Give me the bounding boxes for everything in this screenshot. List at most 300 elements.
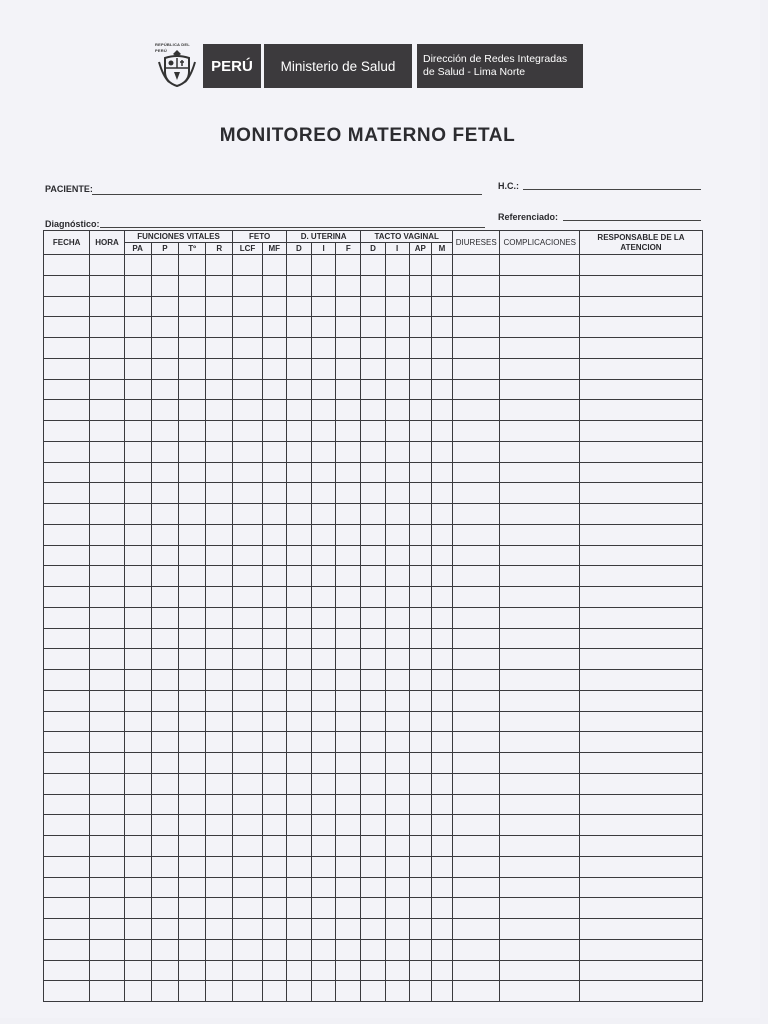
table-cell[interactable] bbox=[431, 483, 452, 504]
table-cell[interactable] bbox=[124, 753, 151, 774]
table-cell[interactable] bbox=[262, 919, 286, 940]
table-cell[interactable] bbox=[44, 255, 90, 276]
table-cell[interactable] bbox=[312, 338, 336, 359]
table-cell[interactable] bbox=[90, 670, 124, 691]
table-cell[interactable] bbox=[90, 379, 124, 400]
table-cell[interactable] bbox=[385, 607, 409, 628]
table-cell[interactable] bbox=[233, 898, 262, 919]
table-cell[interactable] bbox=[90, 483, 124, 504]
table-cell[interactable] bbox=[361, 545, 385, 566]
table-cell[interactable] bbox=[409, 836, 431, 857]
table-cell[interactable] bbox=[385, 545, 409, 566]
table-cell[interactable] bbox=[385, 566, 409, 587]
table-cell[interactable] bbox=[579, 690, 702, 711]
table-cell[interactable] bbox=[312, 649, 336, 670]
table-cell[interactable] bbox=[233, 711, 262, 732]
table-cell[interactable] bbox=[409, 939, 431, 960]
table-cell[interactable] bbox=[500, 504, 580, 525]
table-cell[interactable] bbox=[90, 400, 124, 421]
table-cell[interactable] bbox=[500, 794, 580, 815]
table-cell[interactable] bbox=[124, 358, 151, 379]
table-cell[interactable] bbox=[44, 939, 90, 960]
table-cell[interactable] bbox=[179, 338, 206, 359]
table-cell[interactable] bbox=[579, 732, 702, 753]
table-cell[interactable] bbox=[206, 483, 233, 504]
table-cell[interactable] bbox=[151, 566, 178, 587]
table-cell[interactable] bbox=[409, 773, 431, 794]
table-cell[interactable] bbox=[336, 732, 361, 753]
table-cell[interactable] bbox=[262, 815, 286, 836]
table-cell[interactable] bbox=[500, 773, 580, 794]
table-cell[interactable] bbox=[90, 566, 124, 587]
table-cell[interactable] bbox=[124, 296, 151, 317]
table-cell[interactable] bbox=[124, 421, 151, 442]
table-cell[interactable] bbox=[500, 545, 580, 566]
table-cell[interactable] bbox=[431, 275, 452, 296]
table-cell[interactable] bbox=[233, 877, 262, 898]
table-cell[interactable] bbox=[90, 794, 124, 815]
table-cell[interactable] bbox=[286, 338, 311, 359]
table-cell[interactable] bbox=[579, 649, 702, 670]
table-cell[interactable] bbox=[206, 421, 233, 442]
table-cell[interactable] bbox=[179, 524, 206, 545]
table-cell[interactable] bbox=[431, 877, 452, 898]
table-cell[interactable] bbox=[336, 628, 361, 649]
table-cell[interactable] bbox=[44, 441, 90, 462]
table-cell[interactable] bbox=[286, 753, 311, 774]
table-cell[interactable] bbox=[90, 358, 124, 379]
table-cell[interactable] bbox=[124, 773, 151, 794]
table-cell[interactable] bbox=[262, 836, 286, 857]
table-cell[interactable] bbox=[409, 566, 431, 587]
table-cell[interactable] bbox=[453, 296, 500, 317]
table-cell[interactable] bbox=[233, 441, 262, 462]
table-cell[interactable] bbox=[312, 358, 336, 379]
table-cell[interactable] bbox=[431, 317, 452, 338]
table-cell[interactable] bbox=[500, 296, 580, 317]
table-cell[interactable] bbox=[453, 338, 500, 359]
table-cell[interactable] bbox=[179, 836, 206, 857]
table-cell[interactable] bbox=[151, 836, 178, 857]
table-cell[interactable] bbox=[336, 919, 361, 940]
table-cell[interactable] bbox=[409, 628, 431, 649]
table-cell[interactable] bbox=[233, 753, 262, 774]
table-cell[interactable] bbox=[385, 421, 409, 442]
table-cell[interactable] bbox=[431, 255, 452, 276]
table-cell[interactable] bbox=[453, 566, 500, 587]
table-cell[interactable] bbox=[233, 670, 262, 691]
table-cell[interactable] bbox=[336, 939, 361, 960]
table-cell[interactable] bbox=[179, 441, 206, 462]
table-cell[interactable] bbox=[431, 462, 452, 483]
table-cell[interactable] bbox=[151, 753, 178, 774]
table-cell[interactable] bbox=[409, 421, 431, 442]
table-cell[interactable] bbox=[151, 981, 178, 1002]
table-cell[interactable] bbox=[385, 773, 409, 794]
table-cell[interactable] bbox=[44, 421, 90, 442]
table-cell[interactable] bbox=[90, 649, 124, 670]
table-cell[interactable] bbox=[44, 607, 90, 628]
table-cell[interactable] bbox=[206, 524, 233, 545]
table-cell[interactable] bbox=[262, 628, 286, 649]
table-cell[interactable] bbox=[124, 981, 151, 1002]
table-cell[interactable] bbox=[151, 919, 178, 940]
table-cell[interactable] bbox=[431, 587, 452, 608]
table-cell[interactable] bbox=[409, 690, 431, 711]
table-cell[interactable] bbox=[44, 898, 90, 919]
table-cell[interactable] bbox=[44, 960, 90, 981]
table-cell[interactable] bbox=[336, 670, 361, 691]
table-cell[interactable] bbox=[286, 836, 311, 857]
table-cell[interactable] bbox=[206, 628, 233, 649]
table-cell[interactable] bbox=[579, 670, 702, 691]
table-cell[interactable] bbox=[453, 877, 500, 898]
table-cell[interactable] bbox=[431, 379, 452, 400]
table-cell[interactable] bbox=[179, 939, 206, 960]
table-cell[interactable] bbox=[124, 524, 151, 545]
table-cell[interactable] bbox=[44, 317, 90, 338]
table-cell[interactable] bbox=[233, 255, 262, 276]
table-cell[interactable] bbox=[312, 566, 336, 587]
table-cell[interactable] bbox=[44, 670, 90, 691]
table-cell[interactable] bbox=[579, 545, 702, 566]
table-cell[interactable] bbox=[233, 919, 262, 940]
table-cell[interactable] bbox=[233, 587, 262, 608]
table-cell[interactable] bbox=[385, 877, 409, 898]
table-cell[interactable] bbox=[90, 773, 124, 794]
table-cell[interactable] bbox=[286, 255, 311, 276]
table-cell[interactable] bbox=[336, 483, 361, 504]
table-cell[interactable] bbox=[431, 981, 452, 1002]
table-cell[interactable] bbox=[286, 462, 311, 483]
table-cell[interactable] bbox=[409, 711, 431, 732]
table-cell[interactable] bbox=[124, 338, 151, 359]
table-cell[interactable] bbox=[262, 483, 286, 504]
table-cell[interactable] bbox=[431, 358, 452, 379]
table-cell[interactable] bbox=[431, 919, 452, 940]
table-cell[interactable] bbox=[336, 358, 361, 379]
table-cell[interactable] bbox=[206, 815, 233, 836]
table-cell[interactable] bbox=[262, 732, 286, 753]
table-cell[interactable] bbox=[431, 649, 452, 670]
table-cell[interactable] bbox=[206, 690, 233, 711]
table-cell[interactable] bbox=[385, 483, 409, 504]
table-cell[interactable] bbox=[286, 504, 311, 525]
table-cell[interactable] bbox=[409, 379, 431, 400]
table-cell[interactable] bbox=[312, 275, 336, 296]
table-cell[interactable] bbox=[44, 545, 90, 566]
table-cell[interactable] bbox=[262, 877, 286, 898]
table-cell[interactable] bbox=[90, 462, 124, 483]
table-cell[interactable] bbox=[312, 670, 336, 691]
table-cell[interactable] bbox=[44, 690, 90, 711]
table-cell[interactable] bbox=[90, 338, 124, 359]
table-cell[interactable] bbox=[385, 628, 409, 649]
table-cell[interactable] bbox=[431, 753, 452, 774]
table-cell[interactable] bbox=[385, 317, 409, 338]
table-cell[interactable] bbox=[336, 296, 361, 317]
table-cell[interactable] bbox=[262, 462, 286, 483]
table-cell[interactable] bbox=[151, 794, 178, 815]
table-cell[interactable] bbox=[124, 670, 151, 691]
table-cell[interactable] bbox=[431, 939, 452, 960]
table-cell[interactable] bbox=[179, 877, 206, 898]
table-cell[interactable] bbox=[336, 960, 361, 981]
table-cell[interactable] bbox=[262, 441, 286, 462]
table-cell[interactable] bbox=[179, 462, 206, 483]
table-cell[interactable] bbox=[286, 545, 311, 566]
table-cell[interactable] bbox=[336, 856, 361, 877]
table-cell[interactable] bbox=[206, 732, 233, 753]
table-cell[interactable] bbox=[409, 545, 431, 566]
table-cell[interactable] bbox=[500, 607, 580, 628]
table-cell[interactable] bbox=[336, 607, 361, 628]
table-cell[interactable] bbox=[262, 296, 286, 317]
table-cell[interactable] bbox=[44, 753, 90, 774]
table-cell[interactable] bbox=[453, 255, 500, 276]
table-cell[interactable] bbox=[385, 504, 409, 525]
table-cell[interactable] bbox=[409, 296, 431, 317]
table-cell[interactable] bbox=[233, 275, 262, 296]
table-cell[interactable] bbox=[262, 607, 286, 628]
table-cell[interactable] bbox=[262, 421, 286, 442]
table-cell[interactable] bbox=[500, 483, 580, 504]
table-cell[interactable] bbox=[453, 732, 500, 753]
table-cell[interactable] bbox=[500, 255, 580, 276]
table-cell[interactable] bbox=[233, 545, 262, 566]
table-cell[interactable] bbox=[579, 607, 702, 628]
table-cell[interactable] bbox=[431, 773, 452, 794]
table-cell[interactable] bbox=[579, 628, 702, 649]
table-cell[interactable] bbox=[44, 338, 90, 359]
table-cell[interactable] bbox=[500, 919, 580, 940]
table-cell[interactable] bbox=[409, 919, 431, 940]
table-cell[interactable] bbox=[361, 358, 385, 379]
table-cell[interactable] bbox=[206, 379, 233, 400]
table-cell[interactable] bbox=[312, 524, 336, 545]
table-cell[interactable] bbox=[453, 939, 500, 960]
table-cell[interactable] bbox=[579, 919, 702, 940]
table-cell[interactable] bbox=[262, 670, 286, 691]
table-cell[interactable] bbox=[361, 441, 385, 462]
table-cell[interactable] bbox=[233, 773, 262, 794]
table-cell[interactable] bbox=[409, 255, 431, 276]
table-cell[interactable] bbox=[262, 379, 286, 400]
table-cell[interactable] bbox=[286, 275, 311, 296]
table-cell[interactable] bbox=[361, 296, 385, 317]
table-cell[interactable] bbox=[262, 275, 286, 296]
table-cell[interactable] bbox=[336, 462, 361, 483]
table-cell[interactable] bbox=[233, 317, 262, 338]
table-cell[interactable] bbox=[233, 421, 262, 442]
table-cell[interactable] bbox=[336, 566, 361, 587]
table-cell[interactable] bbox=[151, 670, 178, 691]
table-cell[interactable] bbox=[206, 773, 233, 794]
table-cell[interactable] bbox=[336, 877, 361, 898]
table-cell[interactable] bbox=[262, 856, 286, 877]
table-cell[interactable] bbox=[336, 649, 361, 670]
table-cell[interactable] bbox=[312, 856, 336, 877]
table-cell[interactable] bbox=[179, 732, 206, 753]
table-cell[interactable] bbox=[361, 483, 385, 504]
table-cell[interactable] bbox=[453, 483, 500, 504]
table-cell[interactable] bbox=[453, 919, 500, 940]
table-cell[interactable] bbox=[233, 856, 262, 877]
table-cell[interactable] bbox=[431, 794, 452, 815]
table-cell[interactable] bbox=[179, 400, 206, 421]
table-cell[interactable] bbox=[431, 296, 452, 317]
table-cell[interactable] bbox=[286, 898, 311, 919]
table-cell[interactable] bbox=[44, 628, 90, 649]
table-cell[interactable] bbox=[90, 275, 124, 296]
table-cell[interactable] bbox=[453, 960, 500, 981]
table-cell[interactable] bbox=[453, 690, 500, 711]
table-cell[interactable] bbox=[179, 358, 206, 379]
table-cell[interactable] bbox=[431, 732, 452, 753]
table-cell[interactable] bbox=[312, 379, 336, 400]
table-cell[interactable] bbox=[361, 939, 385, 960]
table-cell[interactable] bbox=[409, 794, 431, 815]
table-cell[interactable] bbox=[262, 587, 286, 608]
table-cell[interactable] bbox=[286, 877, 311, 898]
table-cell[interactable] bbox=[579, 939, 702, 960]
table-cell[interactable] bbox=[179, 317, 206, 338]
table-cell[interactable] bbox=[151, 898, 178, 919]
table-cell[interactable] bbox=[453, 400, 500, 421]
table-cell[interactable] bbox=[579, 379, 702, 400]
table-cell[interactable] bbox=[409, 732, 431, 753]
table-cell[interactable] bbox=[500, 815, 580, 836]
table-cell[interactable] bbox=[124, 649, 151, 670]
table-cell[interactable] bbox=[286, 815, 311, 836]
table-cell[interactable] bbox=[44, 400, 90, 421]
table-cell[interactable] bbox=[500, 939, 580, 960]
table-cell[interactable] bbox=[206, 670, 233, 691]
table-cell[interactable] bbox=[179, 379, 206, 400]
table-cell[interactable] bbox=[233, 836, 262, 857]
table-cell[interactable] bbox=[312, 836, 336, 857]
table-cell[interactable] bbox=[206, 441, 233, 462]
table-cell[interactable] bbox=[44, 919, 90, 940]
table-cell[interactable] bbox=[206, 939, 233, 960]
table-cell[interactable] bbox=[385, 711, 409, 732]
table-cell[interactable] bbox=[453, 670, 500, 691]
table-cell[interactable] bbox=[286, 794, 311, 815]
table-cell[interactable] bbox=[151, 255, 178, 276]
table-cell[interactable] bbox=[233, 483, 262, 504]
table-cell[interactable] bbox=[90, 981, 124, 1002]
hc-field[interactable] bbox=[523, 189, 701, 190]
table-cell[interactable] bbox=[286, 856, 311, 877]
table-cell[interactable] bbox=[312, 960, 336, 981]
table-cell[interactable] bbox=[124, 566, 151, 587]
table-cell[interactable] bbox=[179, 773, 206, 794]
table-cell[interactable] bbox=[385, 649, 409, 670]
table-cell[interactable] bbox=[286, 711, 311, 732]
table-cell[interactable] bbox=[179, 628, 206, 649]
table-cell[interactable] bbox=[312, 939, 336, 960]
table-cell[interactable] bbox=[151, 773, 178, 794]
table-cell[interactable] bbox=[361, 587, 385, 608]
table-cell[interactable] bbox=[409, 317, 431, 338]
table-cell[interactable] bbox=[206, 317, 233, 338]
table-cell[interactable] bbox=[385, 856, 409, 877]
table-cell[interactable] bbox=[151, 296, 178, 317]
table-cell[interactable] bbox=[151, 504, 178, 525]
table-cell[interactable] bbox=[233, 296, 262, 317]
table-cell[interactable] bbox=[286, 939, 311, 960]
table-cell[interactable] bbox=[124, 732, 151, 753]
table-cell[interactable] bbox=[453, 628, 500, 649]
table-cell[interactable] bbox=[124, 836, 151, 857]
table-cell[interactable] bbox=[90, 836, 124, 857]
table-cell[interactable] bbox=[336, 981, 361, 1002]
table-cell[interactable] bbox=[206, 753, 233, 774]
table-cell[interactable] bbox=[44, 711, 90, 732]
table-cell[interactable] bbox=[579, 524, 702, 545]
table-cell[interactable] bbox=[90, 939, 124, 960]
table-cell[interactable] bbox=[579, 566, 702, 587]
table-cell[interactable] bbox=[409, 504, 431, 525]
table-cell[interactable] bbox=[44, 587, 90, 608]
table-cell[interactable] bbox=[336, 773, 361, 794]
table-cell[interactable] bbox=[453, 441, 500, 462]
table-cell[interactable] bbox=[206, 856, 233, 877]
table-cell[interactable] bbox=[385, 732, 409, 753]
table-cell[interactable] bbox=[90, 628, 124, 649]
paciente-field[interactable] bbox=[92, 194, 482, 195]
table-cell[interactable] bbox=[179, 296, 206, 317]
table-cell[interactable] bbox=[361, 421, 385, 442]
table-cell[interactable] bbox=[453, 753, 500, 774]
table-cell[interactable] bbox=[179, 815, 206, 836]
table-cell[interactable] bbox=[453, 836, 500, 857]
table-cell[interactable] bbox=[151, 711, 178, 732]
table-cell[interactable] bbox=[409, 441, 431, 462]
table-cell[interactable] bbox=[286, 358, 311, 379]
table-cell[interactable] bbox=[500, 877, 580, 898]
table-cell[interactable] bbox=[361, 379, 385, 400]
table-cell[interactable] bbox=[90, 690, 124, 711]
table-cell[interactable] bbox=[90, 898, 124, 919]
table-cell[interactable] bbox=[90, 421, 124, 442]
table-cell[interactable] bbox=[179, 545, 206, 566]
table-cell[interactable] bbox=[151, 628, 178, 649]
table-cell[interactable] bbox=[124, 275, 151, 296]
table-cell[interactable] bbox=[44, 358, 90, 379]
table-cell[interactable] bbox=[409, 524, 431, 545]
table-cell[interactable] bbox=[124, 504, 151, 525]
table-cell[interactable] bbox=[385, 587, 409, 608]
table-cell[interactable] bbox=[453, 504, 500, 525]
table-cell[interactable] bbox=[361, 981, 385, 1002]
table-cell[interactable] bbox=[579, 483, 702, 504]
table-cell[interactable] bbox=[262, 649, 286, 670]
table-cell[interactable] bbox=[336, 400, 361, 421]
table-cell[interactable] bbox=[453, 421, 500, 442]
table-cell[interactable] bbox=[385, 358, 409, 379]
table-cell[interactable] bbox=[579, 753, 702, 774]
table-cell[interactable] bbox=[336, 794, 361, 815]
table-cell[interactable] bbox=[500, 317, 580, 338]
table-cell[interactable] bbox=[431, 566, 452, 587]
table-cell[interactable] bbox=[500, 358, 580, 379]
table-cell[interactable] bbox=[124, 690, 151, 711]
table-cell[interactable] bbox=[312, 255, 336, 276]
table-cell[interactable] bbox=[336, 441, 361, 462]
table-cell[interactable] bbox=[124, 877, 151, 898]
table-cell[interactable] bbox=[312, 753, 336, 774]
